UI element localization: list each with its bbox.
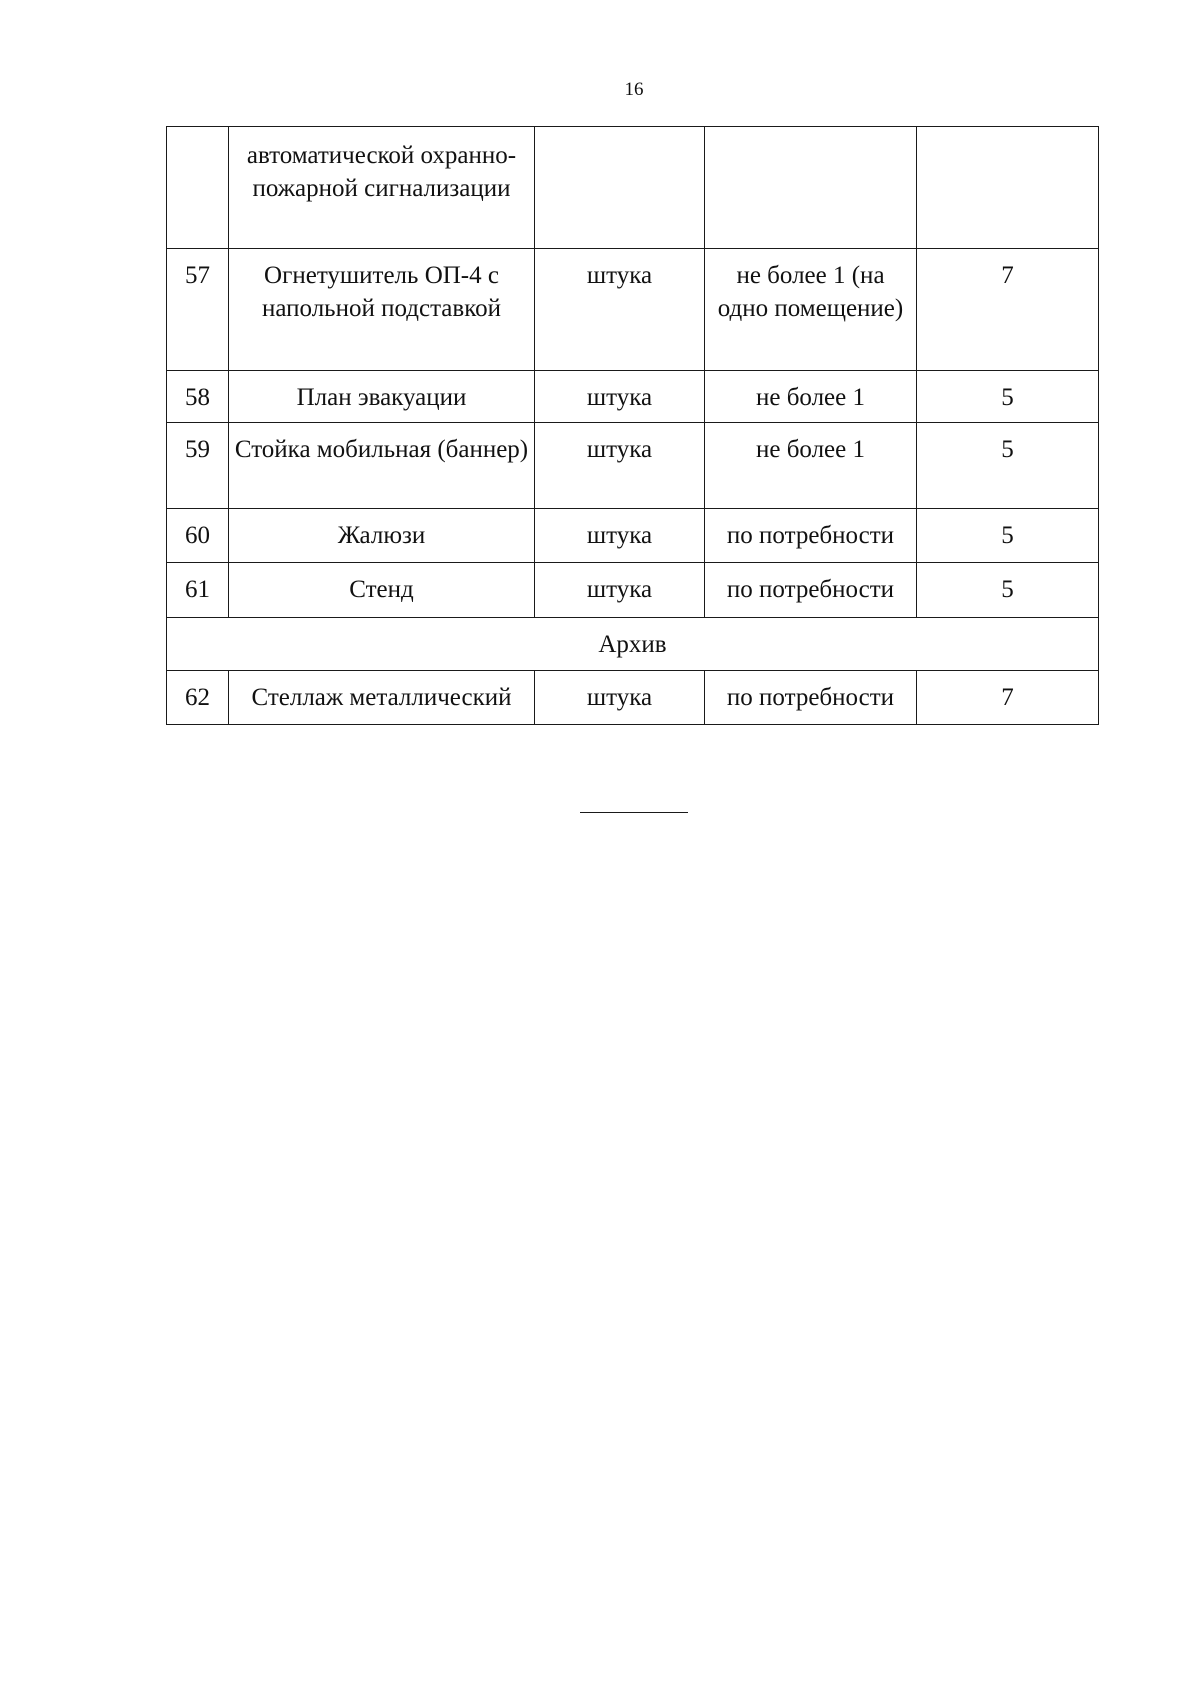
cell-term: 7 bbox=[917, 671, 1099, 725]
section-title: Архив bbox=[167, 618, 1099, 671]
cell-name: Огнетушитель ОП-4 с напольной подставкой bbox=[229, 249, 535, 371]
cell-unit: штука bbox=[535, 563, 705, 618]
cell-unit: штука bbox=[535, 423, 705, 509]
cell-quantity: по потребности bbox=[705, 563, 917, 618]
cell-name: Стенд bbox=[229, 563, 535, 618]
cell-number: 57 bbox=[167, 249, 229, 371]
cell-quantity: по потребности bbox=[705, 509, 917, 563]
cell-quantity: по потребности bbox=[705, 671, 917, 725]
table-row bbox=[167, 249, 1099, 371]
cell-quantity: не более 1 bbox=[705, 423, 917, 509]
equipment-table bbox=[166, 126, 1099, 725]
cell-name: Стеллаж металлический bbox=[229, 671, 535, 725]
table-row bbox=[167, 509, 1099, 563]
cell-unit: штука bbox=[535, 249, 705, 371]
cell-unit bbox=[535, 127, 705, 249]
cell-quantity: не более 1 (на одно помещение) bbox=[705, 249, 917, 371]
cell-name: автоматической охранно-пожарной сигнализации bbox=[229, 127, 535, 249]
cell-name: Стойка мобильная (баннер) bbox=[229, 423, 535, 509]
cell-term: 5 bbox=[917, 423, 1099, 509]
cell-quantity: не более 1 bbox=[705, 371, 917, 423]
cell-number: 62 bbox=[167, 671, 229, 725]
cell-number: 58 bbox=[167, 371, 229, 423]
end-of-document-line bbox=[580, 812, 688, 813]
section-header-row bbox=[167, 618, 1099, 671]
cell-number: 59 bbox=[167, 423, 229, 509]
cell-term: 5 bbox=[917, 509, 1099, 563]
cell-name: Жалюзи bbox=[229, 509, 535, 563]
cell-unit: штука bbox=[535, 671, 705, 725]
cell-term: 7 bbox=[917, 249, 1099, 371]
cell-quantity bbox=[705, 127, 917, 249]
cell-term bbox=[917, 127, 1099, 249]
table-row bbox=[167, 371, 1099, 423]
cell-name: План эвакуации bbox=[229, 371, 535, 423]
cell-unit: штука bbox=[535, 371, 705, 423]
cell-unit: штука bbox=[535, 509, 705, 563]
table-row-continuation bbox=[167, 127, 1099, 249]
page-number: 16 bbox=[624, 79, 644, 100]
cell-number: 60 bbox=[167, 509, 229, 563]
table-row bbox=[167, 423, 1099, 509]
cell-number bbox=[167, 127, 229, 249]
cell-term: 5 bbox=[917, 563, 1099, 618]
table-row bbox=[167, 563, 1099, 618]
table-row bbox=[167, 671, 1099, 725]
cell-term: 5 bbox=[917, 371, 1099, 423]
cell-number: 61 bbox=[167, 563, 229, 618]
